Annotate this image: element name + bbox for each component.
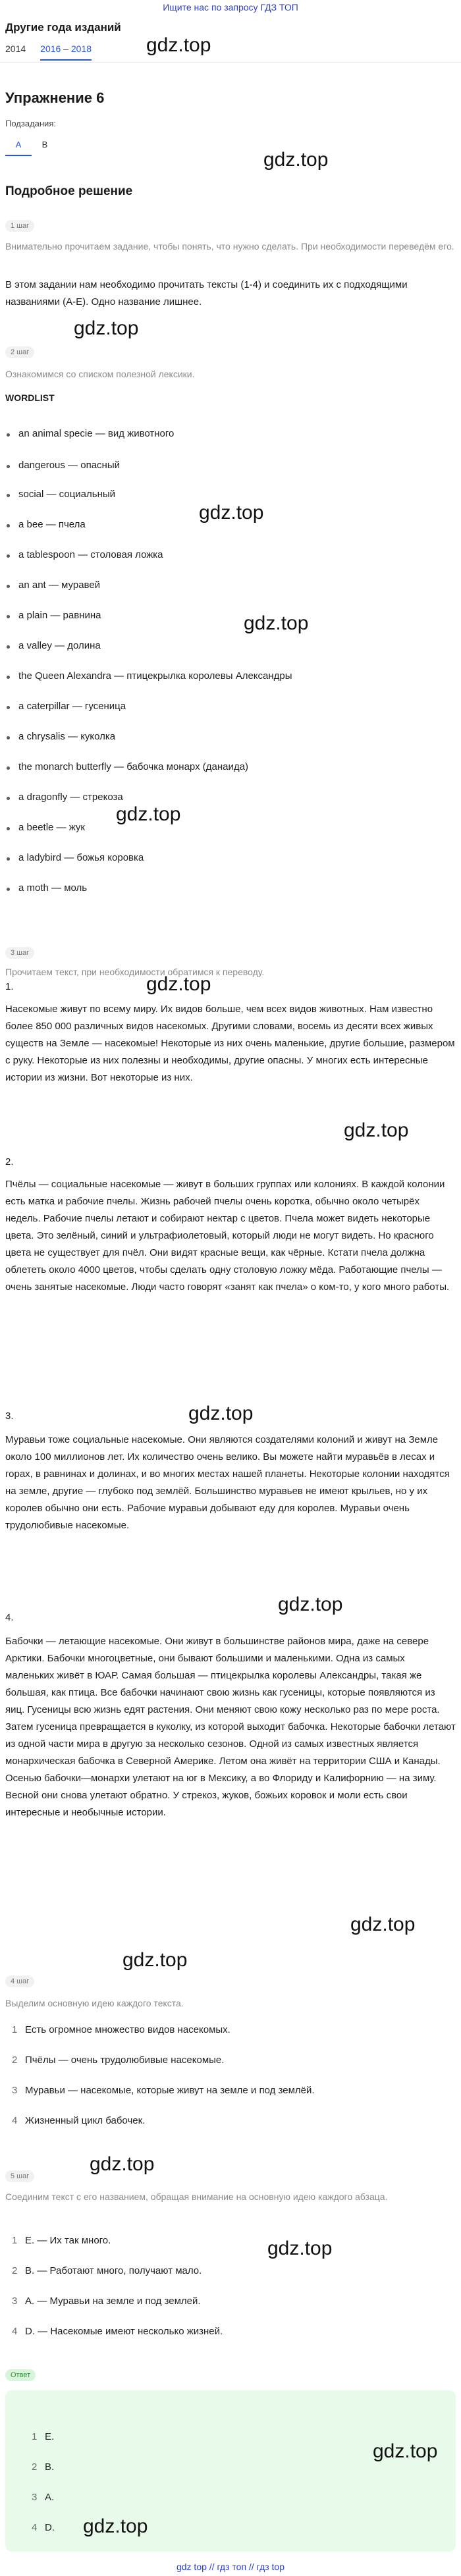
watermark: gdz.top (90, 2153, 155, 2175)
wordlist-item: dangerous — опасный (18, 460, 120, 471)
text-paragraph: Муравьи тоже социальные насекомые. Они являются создателями колоний и живут на Земле около 100 миллионов лет. Их количество очень велико. Вы можете найти муравьёв в лесах и горах, в равнинах и долинах, и во многих местах нашей планеты. Некоторые колонии находятся на земле, другие — глубоко под землёй. Большинство муравьев не имеют крыльев, но у их королев обычно они есть. Рабочие муравьи добывают еду для королев. Муравьи очень трудолюбивые насекомые. (5, 1434, 450, 1531)
wordlist-item: a moth — моль (18, 882, 88, 894)
subtask-tabs (5, 140, 58, 156)
wordlist-item: a caterpillar — гусеница (18, 701, 126, 712)
text-number: 4. (5, 1612, 14, 1623)
watermark: gdz.top (267, 2238, 333, 2259)
footer-links[interactable]: gdz top // гдз топ // гдз top (176, 2562, 285, 2572)
step-badge: 1 шаг (5, 220, 34, 232)
list-item: 1 Есть огромное множество видов насекомых. (12, 2024, 230, 2035)
wordlist-item: a dragonfly — стрекоза (18, 792, 123, 803)
top-banner-link[interactable]: Ищите нас по запросу ГДЗ ТОП (163, 2, 298, 13)
watermark: gdz.top (116, 803, 181, 825)
year-tab-2014[interactable]: 2014 (5, 43, 26, 54)
year-tabs (5, 43, 106, 61)
solution-title: Подробное решение (5, 184, 133, 198)
subtask-tab-a[interactable]: A (5, 140, 32, 156)
step-badge: 2 шаг (5, 346, 34, 358)
list-item: 2 B. — Работают много, получают мало. (12, 2265, 202, 2276)
page-title: Упражнение 6 (5, 90, 105, 106)
step-text: В этом задании нам необходимо прочитать тексты (1-4) и соединить их с подходящими названиями (A-E). Одно название лишнее. (5, 279, 408, 308)
wordlist-item: a bee — пчела (18, 519, 86, 530)
subtask-tab-b[interactable]: B (41, 140, 48, 149)
step-badge: 3 шаг (5, 947, 34, 959)
list-item: 3 Муравьи — насекомые, которые живут на земле и под землёй. (12, 2085, 315, 2096)
step-note: Выделим основную идею каждого текста. (5, 1998, 184, 2008)
subtasks-label: Подзадания: (5, 119, 56, 128)
watermark: gdz.top (188, 1403, 254, 1424)
wordlist-item: an animal specie — вид животного (18, 428, 175, 439)
answer-item: 4 D. (32, 2522, 55, 2533)
watermark: gdz.top (122, 1949, 188, 1971)
text-paragraph: Насекомые живут по всему миру. Их видов больше, чем всех видов животных. Нам известно более 850 000 различных видов насекомых. Другими словами, восемь из десяти всех живых существ на Земле — насекомые! Некоторые из них очень маленькие, другие большие, размером с руку. Некоторые из них полезны и необходимы, другие опасны. У многих есть интересные истории из жизни. Вот некоторые из них. (5, 1004, 455, 1083)
wordlist-item: a beetle — жук (18, 822, 85, 833)
list-item: 4 D. — Насекомые имеют несколько жизней. (12, 2326, 223, 2337)
step-note: Внимательно прочитаем задание, чтобы понять, что нужно сделать. При необходимости переведём его. (5, 241, 454, 252)
step-note: Соединим текст с его названием, обращая внимание на основную идею каждого абзаца. (5, 2191, 388, 2202)
text-number: 3. (5, 1410, 14, 1422)
other-years-title: Другие года изданий (5, 21, 121, 34)
watermark: gdz.top (74, 317, 139, 339)
watermark: gdz.top (278, 1594, 343, 1615)
answer-item: 3 A. (32, 2492, 55, 2503)
wordlist-item: social — социальный (18, 489, 116, 500)
answer-item: 1 E. (32, 2431, 55, 2442)
watermark: gdz.top (244, 612, 309, 634)
answer-box (5, 2390, 456, 2552)
wordlist-item: a ladybird — божья коровка (18, 852, 144, 863)
list-item: 2 Пчёлы — очень трудолюбивые насекомые. (12, 2054, 225, 2066)
list-item: 3 A. — Муравьи на земле и под землей. (12, 2295, 201, 2307)
watermark: gdz.top (83, 2515, 148, 2537)
watermark: gdz.top (146, 34, 211, 56)
year-tab-2016-2018[interactable]: 2016 – 2018 (40, 43, 92, 61)
text-number: 2. (5, 1156, 14, 1167)
step-badge: 5 шаг (5, 2170, 34, 2182)
text-number: 1. (5, 981, 14, 992)
wordlist-item: the Queen Alexandra — птицекрылка королевы Александры (18, 670, 292, 682)
watermark: gdz.top (344, 1119, 409, 1141)
watermark: gdz.top (146, 973, 211, 995)
answer-item: 2 B. (32, 2461, 55, 2473)
wordlist-item: an ant — муравей (18, 579, 101, 591)
wordlist-title: WORDLIST (5, 392, 55, 403)
divider (0, 62, 461, 63)
list-item: 4 Жизненный цикл бабочек. (12, 2115, 146, 2126)
text-paragraph: Пчёлы — социальные насекомые — живут в больших группах или колониях. В каждой колонии есть матка и рабочие пчелы. Жизнь рабочей пчелы очень коротка, обычно около четырёх недель. Рабочие пчелы летают и собирают нектар с цветов. Пчела может видеть некоторые цвета. Это зелёный, синий и ультрафиолетовый, который люди не могут видеть. Но красного цвета не существует для пчёл. Они видят красные вещи, как чёрные. Кстати пчела должна облететь около 4000 цветов, чтобы сделать одну столовую ложку мёда. Работающие пчелы — очень занятые насекомые. Люди часто говорят «занят как пчела» о ком-то, у кого много работы. (5, 1179, 450, 1293)
step-note: Ознакомимся со списком полезной лексики. (5, 369, 195, 379)
wordlist-item: a valley — долина (18, 640, 101, 651)
step-note: Прочитаем текст, при необходимости обратимся к переводу. (5, 967, 265, 977)
text-paragraph: Бабочки — летающие насекомые. Они живут в большинстве районов мира, даже на севере Арктики. Бабочки многоцветные, они бывают большими и маленькими. Одна из самых маленьких живёт в ЮАР. Самая большая — птицекрылка королевы Александры, такая же большая, как птица. Все бабочки начинают свою жизнь как гусеницы, которые появляются из яиц. Гусеницы всю жизнь едят растения. Они меняют свою кожу несколько раз по мере роста. Затем гусеница превращается в куколку, из которой выходит бабочка. Некоторые бабочки летают из одной части мира в другую за несколько сезонов. Одной из самых известных является монархическая бабочка в Северной Америке. Летом она живёт на территории США и Канады. Осенью бабочки—монархи улетают на юг в Мексику, а во Флориду и Калифорнию — на зиму. Весной они снова улетают обратно. У стрекоз, жуков, божьих коровок и моли есть свои интересные и необычные истории. (5, 1636, 456, 1818)
watermark: gdz.top (263, 149, 329, 171)
wordlist-item: a plain — равнина (18, 610, 101, 621)
watermark: gdz.top (199, 502, 264, 523)
list-item: 1 E. — Их так много. (12, 2235, 111, 2246)
wordlist-item: the monarch butterfly — бабочка монарх (данаида) (18, 761, 248, 772)
watermark: gdz.top (350, 1914, 416, 1935)
step-badge: 4 шаг (5, 1975, 34, 1987)
wordlist-item: a tablespoon — столовая ложка (18, 549, 163, 560)
answer-badge: Ответ (5, 2369, 36, 2381)
wordlist-item: a chrysalis — куколка (18, 731, 116, 742)
watermark: gdz.top (373, 2440, 438, 2462)
